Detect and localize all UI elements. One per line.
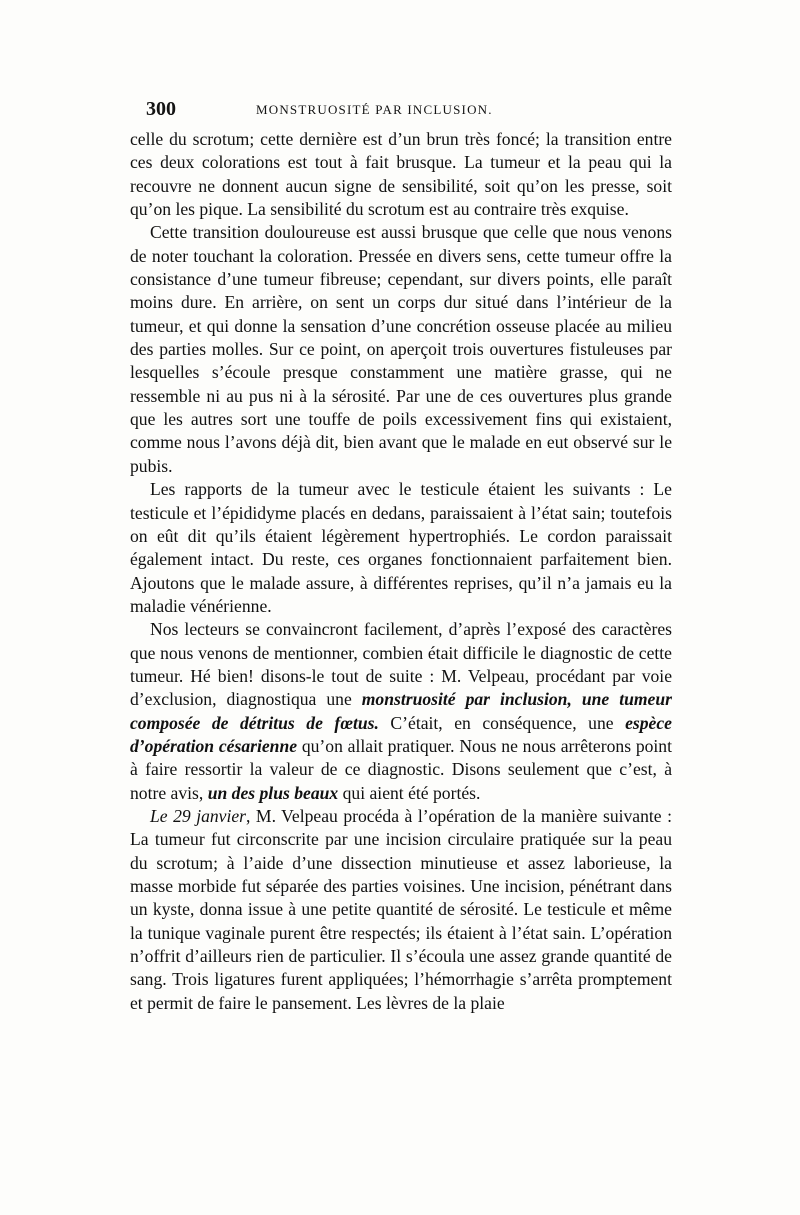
paragraph-transition: Cette transition douloureuse est aussi brusque que celle que nous venons de noter touchant la coloration. Pressée en divers sens, cette tumeur offre la consistance d’une tumeur fibreuse; cependant, sur divers points, elle paraît moins dure. En arrière, on sent un corps dur situé dans l’intérieur de la tumeur, et qui donne la sensation d’une concrétion osseuse placée au milieu des parties molles. Sur ce point, on aperçoit trois ouvertures fistuleuses par lesquelles s’écoule presque constamment une matière grasse, qui ne ressemble ni au pus ni à la sérosité. Par une de ces ouvertures plus grande que les autres sort une touffe de poils excessivement fins qui existaient, comme nous l’avons déjà dit, bien avant que le malade en eut observé sur le pubis. [130,222,672,476]
page-number: 300 [146,98,176,120]
operation-text: , M. Velpeau procéda à l’opération de la manière suivante : La tumeur fut circonscrite par une incision circulaire pratiquée sur la peau du scrotum; à l’aide d’une dissection minutieuse et assez laborieuse, la masse morbide fut séparée des parties voisines. Une incision, pénétrant dans un kyste, donna issue à une petite quantité de sérosité. Le testicule et même la tunique vaginale purent être respectés; ils étaient à l’état sain. L’opération n’offrit d’ailleurs rien de particulier. Il s’écoula une assez grande quantité de sang. Trois ligatures furent appliquées; l’hémorrhagie s’arrêta promptement et permit de faire le pansement. Les lèvres de la plaie [130,805,672,1013]
diagnosis-text-3: qu’on allait pratiquer. Nous ne nous arrêterons point à faire ressortir la valeur de ce diagnostic. Disons seulement que c’est, à notre avis, [130,735,672,803]
paragraph-diagnosis [130,618,672,805]
diagnosis-emphasis-2: espèce d’opération césarienne [130,712,672,756]
diagnosis-emphasis-1: monstruosité par inclusion, une tumeur composée de détritus de fœtus. [130,689,672,733]
diagnosis-text-4: qui aient été portés. [338,782,481,803]
paragraph-operation [130,805,672,1015]
paragraph-testicle: Les rapports de la tumeur avec le testicule étaient les suivants : Le testicule et l’épididyme placés en dedans, paraissaient à l’état sain; toutefois on eût dit qu’ils étaient légèrement hypertrophiés. Le cordon paraissait également intact. Du reste, ces organes fonctionnaient parfaitement bien. Ajoutons que le malade assure, à différentes reprises, qu’il n’a jamais eu la maladie vénérienne. [130,479,672,616]
page-header [146,98,676,122]
diagnosis-text-2: C’était, en conséquence, une [378,712,626,733]
diagnosis-emphasis-3: un des plus beaux [207,782,339,803]
body-text [130,128,672,1015]
operation-date: Le 29 janvier [150,805,247,826]
paragraph-continuation: celle du scrotum; cette dernière est d’un brun très foncé; la transition entre ces deux colorations est tout à fait brusque. La tumeur et la peau qui la recouvre ne donnent aucun signe de sensibilité, soit qu’on les presse, soit qu’on les pique. La sensibilité du scrotum est au contraire très exquise. [130,129,672,220]
diagnosis-text-1: Nos lecteurs se convaincront facilement, d’après l’exposé des caractères que nous venons de mentionner, combien était difficile le diagnostic de cette tumeur. Hé bien! disons-le tout de suite : M. Velpeau, procédant par voie d’exclusion, diagnostiqua une [130,619,672,710]
running-title: MONSTRUOSITÉ PAR INCLUSION. [256,102,493,117]
